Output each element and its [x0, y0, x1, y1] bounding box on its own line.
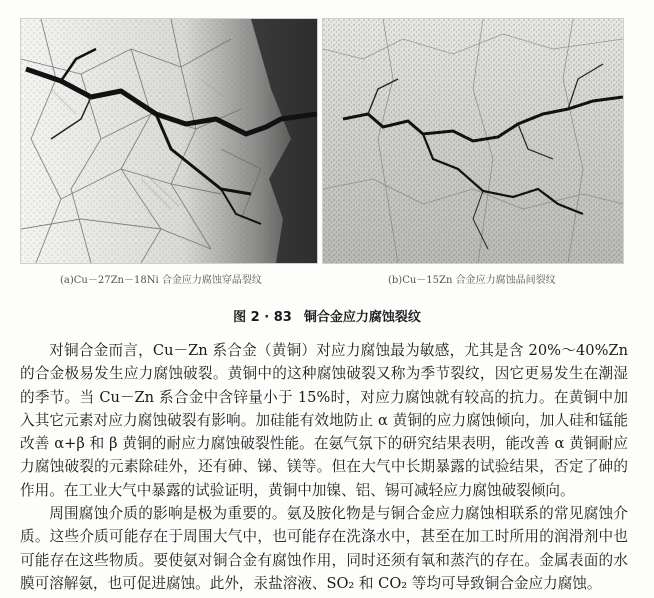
figure-caption — [0, 306, 654, 325]
body-paragraph-2 — [20, 502, 628, 595]
figure-number: 图 2 · 83 — [233, 310, 292, 325]
panel-b-caption: (b)Cu－15Zn 合金应力腐蚀晶间裂纹 — [388, 275, 556, 286]
micrograph-transgranular-crack — [20, 18, 318, 264]
paragraph-1-text: 对铜合金而言，Cu－Zn 系合金（黄铜）对应力腐蚀最为敏感，尤其是含 20%～40%Zn 的合金极易发生应力腐蚀破裂。黄铜中的这种腐蚀破裂又称为季节裂纹，因它更易发生在潮湿的季节。当 Cu－Zn 系合金中含锌量小于 15%时，对应力腐蚀就有较高的抗力。在黄铜中加入其它元素对应力腐蚀破裂有影响。加硅能有效地防止 α 黄铜的应力腐蚀倾向，加人硅和锰能改善 α+β 和 β 黄铜的耐应力腐蚀破裂性能。在氨气氛下的研究结果表明，能改善 α 黄铜耐应力腐蚀破裂的元素除硅外，还有砷、锑、镁等。但在大气中长期暴露的试验结果，否定了砷的作用。在工业大气中暴露的试验证明，黄铜中加镍、铝、锡可减轻应力腐蚀破裂倾向。 — [20, 342, 628, 499]
body-paragraph-1 — [20, 339, 628, 502]
micrograph-intergranular-crack — [322, 18, 624, 264]
panel-a-caption: (a)Cu－27Zn－18Ni 合金应力腐蚀穿晶裂纹 — [60, 275, 262, 286]
micrograph-b-image — [323, 19, 623, 263]
figure-title: 铜合金应力腐蚀裂纹 — [303, 310, 421, 325]
paragraph-2-text: 周围腐蚀介质的影响是极为重要的。氨及胺化物是与铜合金应力腐蚀相联系的常见腐蚀介质。这些介质可能存在于周围大气中，也可能存在洗涤水中，甚至在加工时所用的润滑剂中也可能存在这些物质。要使氨对铜合金有腐蚀作用，同时还须有氧和蒸汽的存在。金属表面的水膜可溶解氨，也可促进腐蚀。此外，汞盐溶液、SO₂ 和 CO₂ 等均可导致铜合金应力腐蚀。 — [20, 505, 628, 592]
micrograph-a-image — [21, 19, 317, 263]
